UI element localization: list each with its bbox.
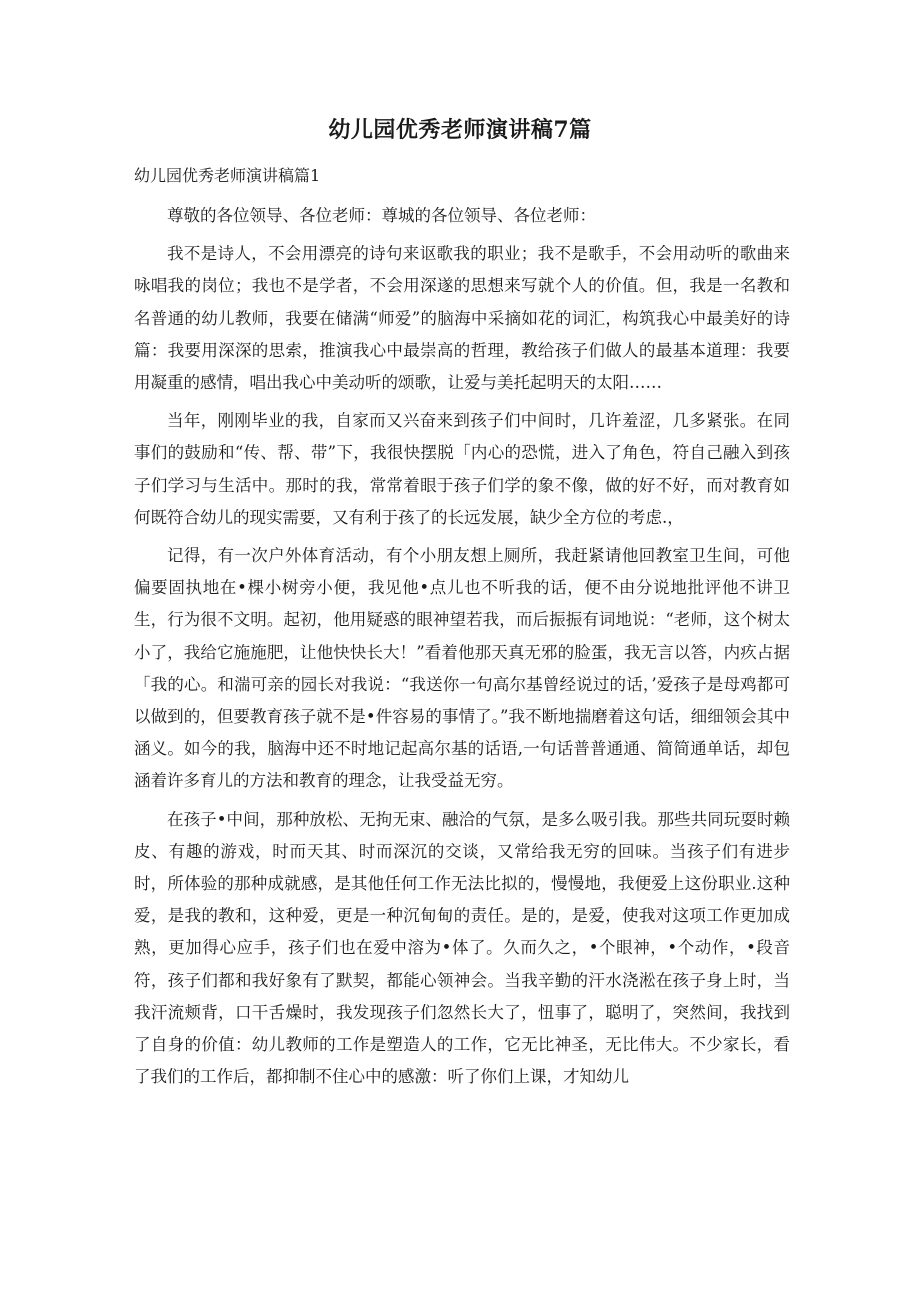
body-paragraph: 当年，刚刚毕业的我，自家而又兴奋来到孩子们中间时，几许羞涩，几多紧张。在同事们的鼓励和“传、帮、带”下，我很快摆脱「内心的恐慌，进入了角色，符自己融入到孩子们学习与生活中。那时的我，常常着眼于孩子们学的象不像，做的好不好，而对教育如何既符合幼儿的现实需要，又有利于孩了的长远发展，缺少全方位的考虑.， [134,411,790,527]
salutation-paragraph: 尊敬的各位领导、各位老师：尊城的各位领导、各位老师： [167,206,596,225]
section-heading: 幼儿园优秀老师演讲稿篇1 [134,166,321,185]
body-paragraph: 在孩子•中间，那种放松、无拘无束、融洽的气氛，是多么吸引我。那些共同玩耍时赖皮、有趣的游戏，时而天其、时而深沉的交谈，又常给我无穷的回味。当孩子们有进步时，所体验的那种成就感，是其他任何工作无法比拟的，慢慢地，我便爱上这份职业.这种爱，是我的教和，这种爱，更是一种沉甸甸的责任。是的，是爱，使我对这项工作更加成熟，更加得心应手，孩子们也在爱中溶为•体了。久而久之，•个眼神，•个动作，•段音符，孩子们都和我好象有了默契，都能心领神会。当我辛勤的汗水浇淞在孩子身上时，当我汗流颊背，口干舌燥时，我发现孩子们忽然长大了，忸事了，聪明了，突然间，我找到了自身的价值：幼儿教师的工作是塑造人的工作，它无比神圣，无比伟大。不少家长，看了我们的工作后，都抑制不住心中的感激：听了你们上课，才知幼儿 [134,809,790,1087]
body-paragraph: 记得，有一次户外体育活动，有个小朋友想上厕所，我赶紧请他回教室卫生间，可他偏要固执地在•棵小树旁小便，我见他•点儿也不听我的话，便不由分说地批评他不讲卫生，行为很不文明。起初，他用疑惑的眼神望若我，而后振振有词地说：“老师，这个树太小了，我给它施施肥，让他快快长大！”看着他那天真无邪的脸蛋，我无言以答，内疚占据「我的心。和湍可亲的园长对我说：“我送你一句高尔基曾经说过的话，’爱孩子是母鸡都可以做到的，但要教育孩子就不是•件容易的事情了。”我不断地揣磨着这句话，细细领会其中涵义。如今的我，脑海中还不时地记起高尔基的话语,一句话普普通通、简简通单话，却包涵着许多育儿的方法和教育的理念，让我受益无穷。 [134,546,790,791]
document-title: 幼儿园优秀老师演讲稿7篇 [328,117,592,143]
document-body [134,200,790,1099]
body-paragraph: 我不是诗人，不会用漂亮的诗句来讴歌我的职业；我不是歌手，不会用动听的歌曲来咏唱我的岗位；我也不是学者，不会用深遂的思想来写就个人的价值。但，我是一名教和名普通的幼儿教师，我要在储满“师爱”的脑海中采摘如花的词汇，构筑我心中最美好的诗篇：我要用深深的思索，推演我心中最崇高的哲理，教给孩子们做人的最基本道理：我要用凝重的感情，唱出我心中美动听的颂歌，让爱与美托起明天的太阳…… [134,244,790,393]
